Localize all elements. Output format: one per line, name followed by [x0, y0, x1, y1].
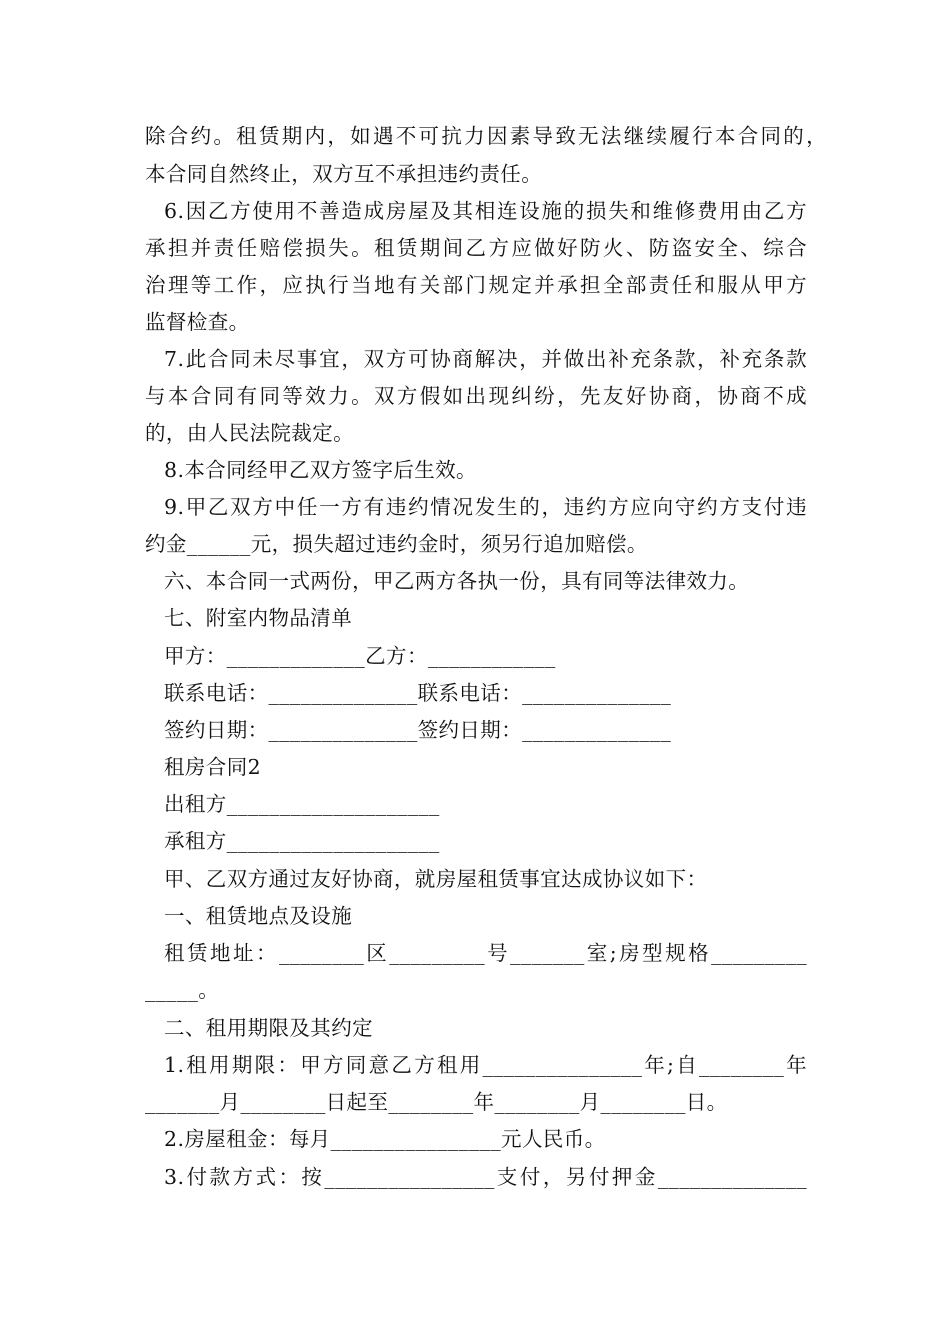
- text-line: 联系电话：______________联系电话：______________: [164, 681, 672, 705]
- text-line: 本合同自然终止，双方互不承担违约责任。: [145, 162, 543, 186]
- text-line: 6.因乙方使用不善造成房屋及其相连设施的损失和维修费用由乙方: [164, 199, 807, 223]
- text-line: 七、附室内物品清单: [164, 606, 353, 630]
- text-line: 8.本合同经甲乙双方签字后生效。: [164, 458, 477, 482]
- text-line: 9.甲乙双方中任一方有违约情况发生的，违约方应向守约方支付违: [164, 495, 807, 519]
- text-line: 监督检查。: [145, 310, 250, 334]
- text-line: 1.租用期限：甲方同意乙方租用_______________年;自________年: [164, 1053, 807, 1077]
- text-line: 的，由人民法院裁定。: [145, 421, 354, 445]
- text-line: 2.房屋租金：每月________________元人民币。: [164, 1127, 606, 1151]
- text-line: 二、租用期限及其约定: [164, 1016, 373, 1040]
- text-line: _______月________日起至________年________月________日。: [145, 1090, 728, 1114]
- text-line: 治理等工作，应执行当地有关部门规定并承担全部责任和服从甲方: [145, 273, 807, 297]
- text-line: 约金______元，损失超过违约金时，须另行追加赔偿。: [145, 532, 648, 556]
- text-line: 一、租赁地点及设施: [164, 904, 353, 928]
- text-line: 租房合同2: [164, 755, 262, 779]
- text-line: 甲、乙双方通过友好协商，就房屋租赁事宜达成协议如下：: [164, 867, 708, 891]
- text-line: 与本合同有同等效力。双方假如出现纠纷，先友好协商，协商不成: [145, 384, 807, 408]
- text-line: 除合约。租赁期内，如遇不可抗力因素导致无法继续履行本合同的，: [145, 124, 827, 148]
- text-line: 承租方____________________: [164, 829, 440, 853]
- text-line: 甲方：_____________乙方：____________: [164, 644, 556, 668]
- text-line: 出租方____________________: [164, 792, 440, 816]
- text-line: 7.此合同未尽事宜，双方可协商解决，并做出补充条款，补充条款: [164, 347, 807, 371]
- text-line: _____。: [145, 978, 220, 1002]
- text-line: 租赁地址：________区_________号_______室;房型规格_________: [164, 941, 807, 965]
- text-line: 六、本合同一式两份，甲乙两方各执一份，具有同等法律效力。: [164, 569, 750, 593]
- text-line: 3.付款方式：按________________支付，另付押金______________: [164, 1165, 807, 1189]
- text-line: 签约日期：______________签约日期：______________: [164, 718, 672, 742]
- text-line: 承担并责任赔偿损失。租赁期间乙方应做好防火、防盗安全、综合: [145, 236, 807, 260]
